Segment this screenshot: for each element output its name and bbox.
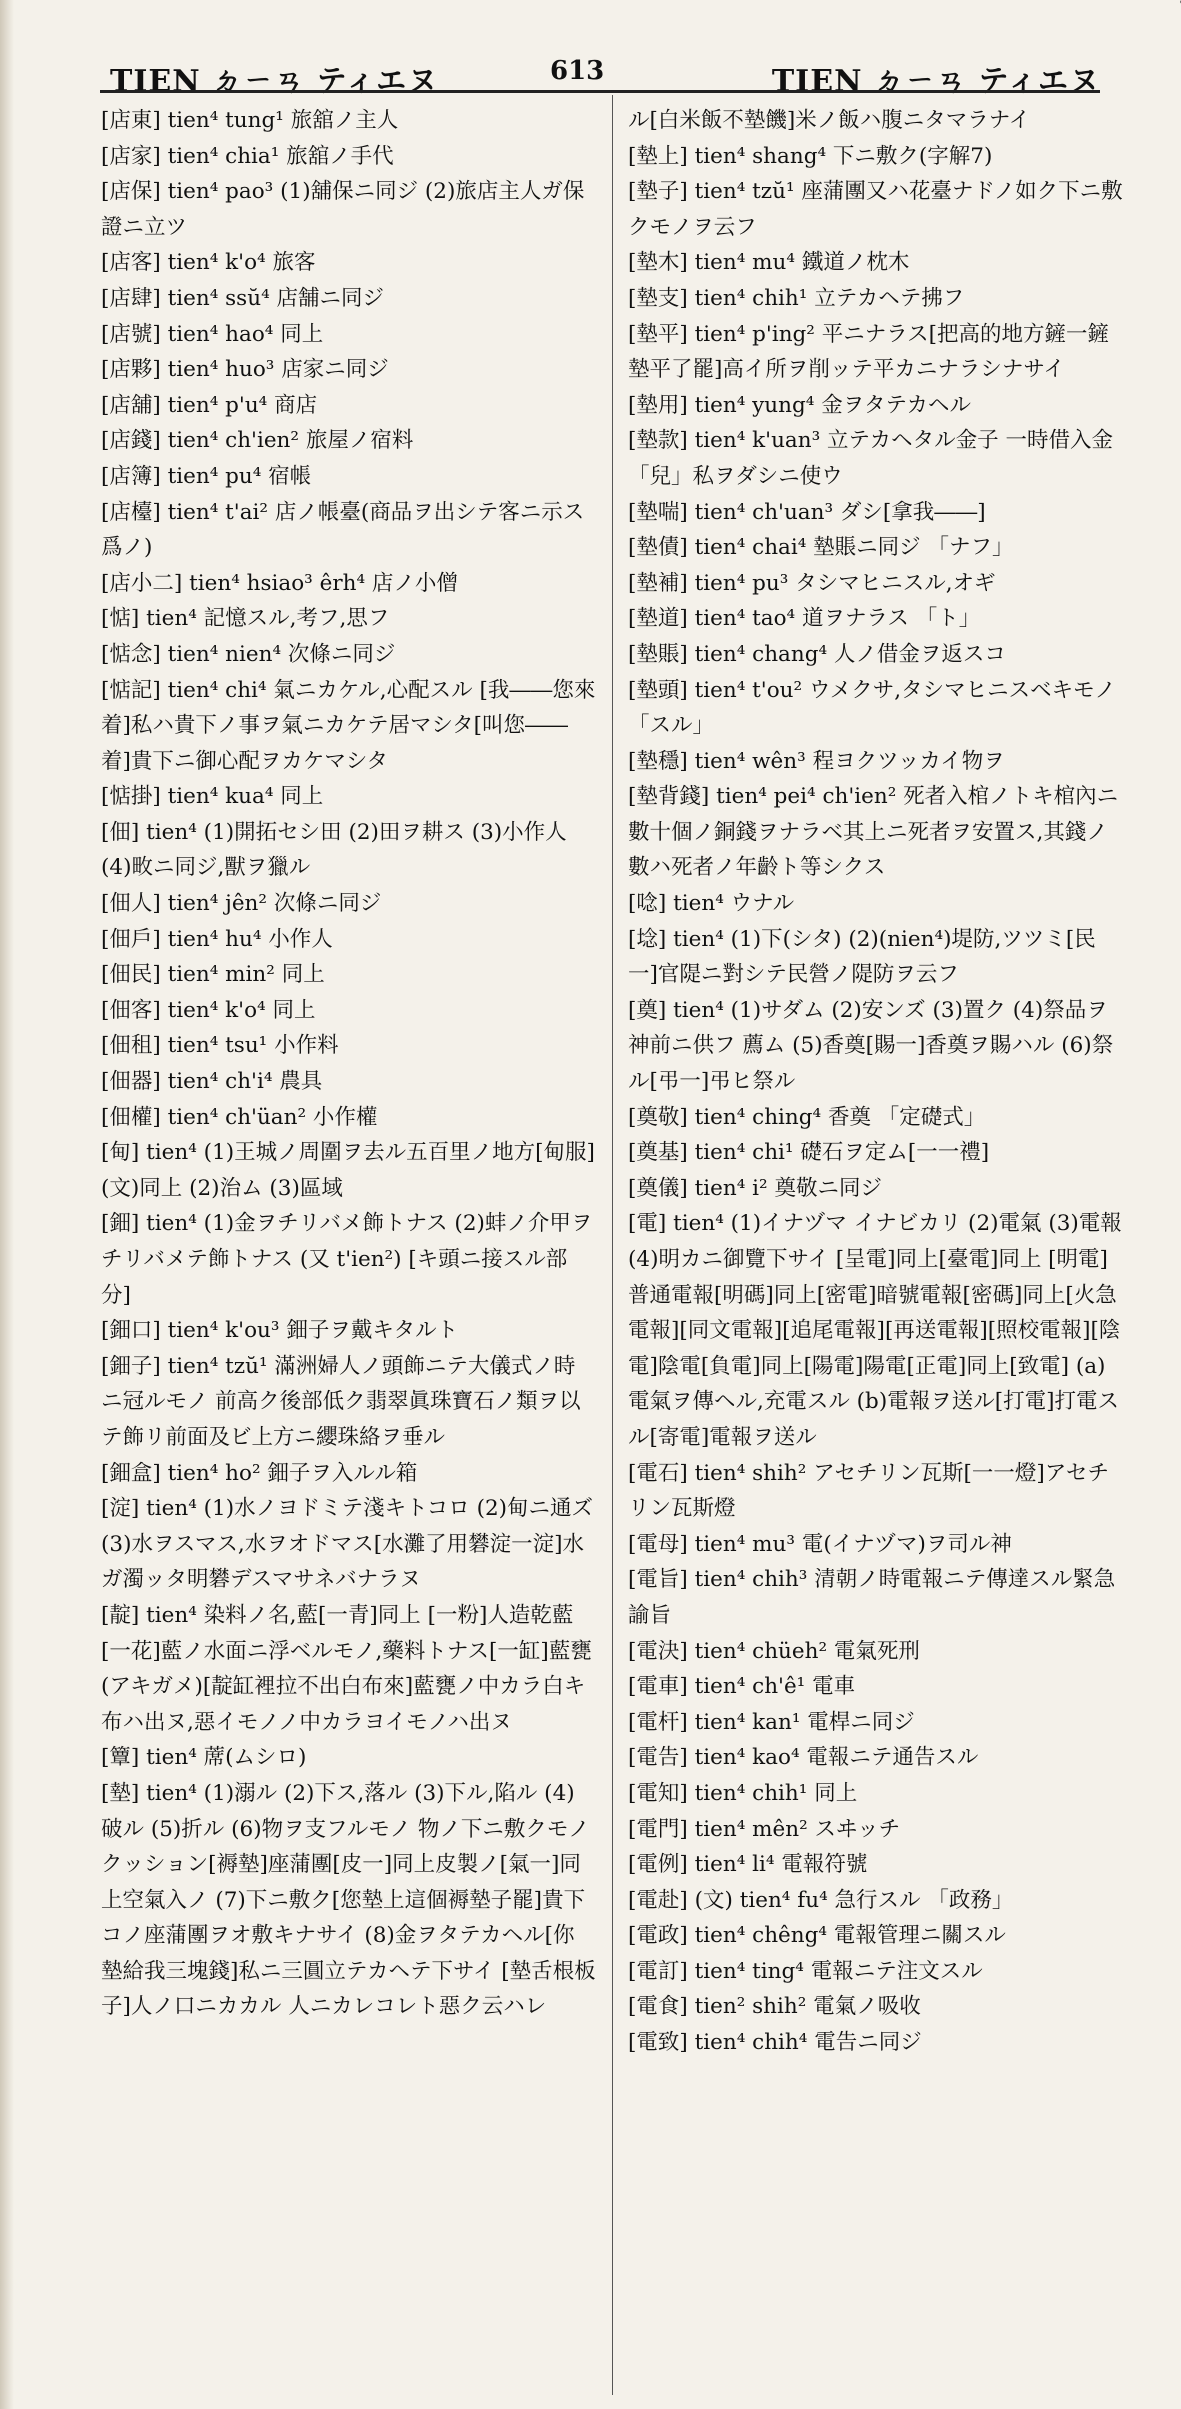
dictionary-entry: [店小二] tien⁴ hsiao³ êrh⁴ 店ノ小僧	[101, 570, 458, 596]
dictionary-entry: [電訂] tien⁴ ting⁴ 電報ニテ注文スル	[628, 1958, 983, 1984]
dictionary-entry: [佃客] tien⁴ k'o⁴ 同上	[101, 997, 316, 1023]
dictionary-entry: [墊補] tien⁴ pu³ タシマヒニスル,オギ	[628, 570, 996, 596]
dictionary-entry: [電決] tien⁴ chüeh² 電氣死刑	[628, 1638, 920, 1664]
dictionary-entry: [惦記] tien⁴ chi⁴ 氣ニカケル,心配スル [我――您來着]私ハ貴下ノ事ヲ氣ニカケテ居マシタ[叫您――着]貴下ニ御心配ヲカケマシタ	[101, 677, 596, 774]
dictionary-entry: [鈿] tien⁴ (1)金ヲチリバメ飾トナス (2)蚌ノ介甲ヲチリバメテ飾トナス (又 t'ien²) [キ頭ニ接スル部分]	[101, 1211, 593, 1308]
dictionary-entry: [奠儀] tien⁴ i² 奠敬ニ同ジ	[628, 1175, 882, 1201]
dictionary-entry: [惦掛] tien⁴ kua⁴ 同上	[101, 784, 324, 810]
left-column	[101, 103, 596, 2393]
right-column	[628, 103, 1123, 2393]
dictionary-entry: [店舖] tien⁴ p'u⁴ 商店	[101, 392, 318, 418]
dictionary-entry: [奠基] tien⁴ chi¹ 礎石ヲ定ム[一一禮]	[628, 1140, 990, 1166]
dictionary-entry: [墊背錢] tien⁴ pei⁴ ch'ien² 死者入棺ノトキ棺內ニ數十個ノ銅錢ヲナラベ其上ニ死者ヲ安置ス,其錢ノ數ハ死者ノ年齡ト等シクス	[628, 784, 1119, 881]
dictionary-entry: [佃民] tien⁴ min² 同上	[101, 962, 325, 988]
dictionary-entry: [墊賬] tien⁴ chang⁴ 人ノ借金ヲ返スコ	[628, 641, 1006, 667]
dictionary-entry: [佃戶] tien⁴ hu⁴ 小作人	[101, 926, 333, 952]
dictionary-entry: [店簿] tien⁴ pu⁴ 宿帳	[101, 463, 312, 489]
dictionary-entry: [埝] tien⁴ (1)下(シタ) (2)(nien⁴)堤防,ツツミ[民一]官隄ニ對シテ民營ノ隄防ヲ云フ	[628, 926, 1096, 988]
page-binding-edge	[0, 0, 14, 2409]
dictionary-entry: [店肆] tien⁴ ssŭ⁴ 店舗ニ同ジ	[101, 285, 385, 311]
page-corner-mark	[1119, 0, 1181, 62]
header-rule	[100, 90, 1100, 93]
running-head-left: TIEN ㄉㄧㄢ ティエヌ	[110, 64, 439, 99]
dictionary-entry: [店家] tien⁴ chia¹ 旅舘ノ手代	[101, 143, 394, 169]
dictionary-entry: [惦] tien⁴ 記憶スル,考フ,思フ	[101, 606, 390, 632]
dictionary-entry: [電門] tien⁴ mên² スヰッチ	[628, 1816, 901, 1842]
dictionary-entry: [店夥] tien⁴ huo³ 店家ニ同ジ	[101, 357, 389, 383]
dictionary-entry: [電知] tien⁴ chih¹ 同上	[628, 1780, 858, 1806]
dictionary-entry: ル[白米飯不墊饑]米ノ飯ハ腹ニタマラナイ	[628, 108, 1031, 133]
dictionary-entry: [淀] tien⁴ (1)水ノヨドミテ淺キトコロ (2)甸ニ通ズ (3)水ヲスマス,水ヲオドマス[水灘了用礬淀一淀]水ガ濁ッタ明礬デスマサネバナラヌ	[101, 1496, 594, 1593]
dictionary-entry: [電] tien⁴ (1)イナヅマ イナビカリ (2)電氣 (3)電報 (4)明カニ御覽下サイ [呈電]同上[臺電]同上 [明電]普通電報[明碼]同上[密電]暗號電報[密碼]同上[火急電報][同文電報][追尾電報][再送電報][照校電報][陰電]陰電[負電]同上[陽電]陽電[正電]同上[致電] (a)電氣ヲ傳ヘル,充電スル (b)電報ヲ送ル[打電]打電スル[寄電]電報ヲ送ル	[628, 1211, 1122, 1450]
dictionary-entry: [電致] tien⁴ chih⁴ 電告ニ同ジ	[628, 2030, 922, 2056]
page-number: 613	[550, 56, 605, 86]
dictionary-entry: [店東] tien⁴ tung¹ 旅舘ノ主人	[101, 108, 399, 133]
dictionary-entry: [墊上] tien⁴ shang⁴ 下ニ敷ク(字解7)	[628, 143, 993, 169]
dictionary-entry: [墊穩] tien⁴ wên³ 程ヨクツッカイ物ヲ	[628, 748, 1005, 774]
dictionary-entry: [甸] tien⁴ (1)王城ノ周圍ヲ去ル五百里ノ地方[甸服](文)同上 (2)治ム (3)區域	[101, 1140, 595, 1201]
dictionary-entry: [電赴] (文) tien⁴ fu⁴ 急行スル 「政務」	[628, 1887, 1014, 1913]
dictionary-entry: [佃] tien⁴ (1)開拓セシ田 (2)田ヲ耕ス (3)小作人 (4)畋ニ同ジ,獸ヲ獵ル	[101, 819, 567, 881]
dictionary-entry: [電母] tien⁴ mu³ 電(イナヅマ)ヲ司ル神	[628, 1531, 1012, 1557]
dictionary-entry: [墊債] tien⁴ chai⁴ 墊賬ニ同ジ 「ナフ」	[628, 535, 1014, 561]
dictionary-entry: [電食] tien² shih² 電氣ノ吸收	[628, 1994, 921, 2020]
dictionary-entry: [店保] tien⁴ pao³ (1)舖保ニ同ジ (2)旅店主人ガ保證ニ立ツ	[101, 179, 585, 240]
dictionary-entry: [墊平] tien⁴ p'ing² 平ニナラス[把高的地方鏟一鏟墊平了罷]高イ所ヲ削ッテ平カニナラシナサイ	[628, 321, 1110, 383]
dictionary-entry: [佃權] tien⁴ ch'üan² 小作權	[101, 1104, 378, 1130]
dictionary-entry: [奠] tien⁴ (1)サダム (2)安ンズ (3)置ク (4)祭品ヲ神前ニ供フ 薦ム (5)香奠[賜一]香奠ヲ賜ハル (6)祭ル[弔一]弔ヒ祭ル	[628, 997, 1114, 1095]
dictionary-entry: [奠敬] tien⁴ ching⁴ 香奠 「定礎式」	[628, 1104, 986, 1130]
column-divider	[612, 95, 613, 2395]
dictionary-entry: [店檯] tien⁴ t'ai² 店ノ帳臺(商品ヲ出シテ客ニ示ス爲ノ)	[101, 499, 585, 561]
dictionary-entry: [墊頭] tien⁴ t'ou² ウメクサ,タシマヒニスベキモノ 「スル」	[628, 677, 1116, 739]
dictionary-entry: [惦念] tien⁴ nien⁴ 次條ニ同ジ	[101, 641, 396, 667]
dictionary-entry: [電政] tien⁴ chêng⁴ 電報管理ニ關スル	[628, 1923, 1006, 1949]
dictionary-entry: [墊道] tien⁴ tao⁴ 道ヲナラス 「ト」	[628, 606, 981, 632]
dictionary-entry: [佃人] tien⁴ jên² 次條ニ同ジ	[101, 891, 382, 917]
dictionary-entry: [電石] tien⁴ shih² アセチリン瓦斯[一一燈]アセチリン瓦斯燈	[628, 1460, 1110, 1522]
dictionary-entry: [墊木] tien⁴ mu⁴ 鐵道ノ枕木	[628, 250, 910, 276]
dictionary-entry: [電杆] tien⁴ kan¹ 電桿ニ同ジ	[628, 1709, 915, 1735]
dictionary-entry: [鈿盒] tien⁴ ho² 鈿子ヲ入ルル箱	[101, 1460, 418, 1486]
dictionary-entry: [鈿口] tien⁴ k'ou³ 鈿子ヲ戴キタルト	[101, 1318, 459, 1344]
dictionary-entry: [墊子] tien⁴ tzŭ¹ 座蒲團又ハ花臺ナドノ如ク下ニ敷クモノヲ云フ	[628, 179, 1123, 240]
dictionary-entry: [墊用] tien⁴ yung⁴ 金ヲタテカヘル	[628, 392, 972, 418]
dictionary-entry: [佃租] tien⁴ tsu¹ 小作料	[101, 1033, 339, 1059]
dictionary-entry: [電旨] tien⁴ chih³ 清朝ノ時電報ニテ傳達スル緊急諭旨	[628, 1567, 1116, 1628]
dictionary-entry: [店號] tien⁴ hao⁴ 同上	[101, 321, 324, 347]
dictionary-entry: [佃器] tien⁴ ch'i⁴ 農具	[101, 1069, 323, 1095]
dictionary-entry: [墊] tien⁴ (1)溺ル (2)下ス,落ル (3)下ル,陷ル (4)破ル (5)折ル (6)物ヲ支フルモノ 物ノ下ニ敷クモノ クッション[褥墊]座蒲團[皮一]同上皮製ノ[氣一]同上空氣入ノ (7)下ニ敷ク[您墊上這個褥墊子罷]貴下コノ座蒲團ヲオ敷キナサイ (8)金ヲタテカヘル[你墊給我三塊錢]私ニ三圓立テカヘテ下サイ [墊舌根板子]人ノ口ニカカル 人ニカレコレト惡ク云ハレ	[101, 1780, 596, 2020]
dictionary-entry: [簟] tien⁴ 蓆(ムシロ)	[101, 1745, 307, 1771]
running-head-right: TIEN ㄉㄧㄢ ティエヌ	[771, 64, 1100, 99]
page-header	[100, 40, 1100, 99]
dictionary-entry: [店錢] tien⁴ ch'ien² 旅屋ノ宿料	[101, 428, 414, 454]
dictionary-entry: [電車] tien⁴ ch'ê¹ 電車	[628, 1674, 856, 1700]
dictionary-entry: [電告] tien⁴ kao⁴ 電報ニテ通告スル	[628, 1745, 979, 1771]
dictionary-entry: [墊款] tien⁴ k'uan³ 立テカヘタル金子 一時借入金 「兒」私ヲダシニ使ウ	[628, 428, 1113, 489]
dictionary-entry: [墊喘] tien⁴ ch'uan³ ダシ[拿我――]	[628, 499, 986, 525]
dictionary-entry: [靛] tien⁴ 染料ノ名,藍[一青]同上 [一粉]人造乾藍[一花]藍ノ水面ニ浮ベルモノ,藥料トナス[一缸]藍甕(アキガメ)[靛缸裡拉不出白布來]藍甕ノ中カラ白キ布ハ出ヌ,惡イモノノ中カラヨイモノハ出ヌ	[101, 1602, 592, 1735]
dictionary-entry: [鈿子] tien⁴ tzŭ¹ 滿洲婦人ノ頭飾ニテ大儀式ノ時ニ冠ルモノ 前高ク後部低ク翡翠眞珠寶石ノ類ヲ以テ飾リ前面及ビ上方ニ纓珠絡ヲ垂ル	[101, 1353, 581, 1450]
dictionary-entry: [電例] tien⁴ li⁴ 電報符號	[628, 1852, 868, 1878]
dictionary-entry: [墊支] tien⁴ chih¹ 立テカヘテ拂フ	[628, 285, 965, 311]
dictionary-entry: [店客] tien⁴ k'o⁴ 旅客	[101, 250, 316, 276]
dictionary-entry: [唸] tien⁴ ウナル	[628, 891, 795, 917]
